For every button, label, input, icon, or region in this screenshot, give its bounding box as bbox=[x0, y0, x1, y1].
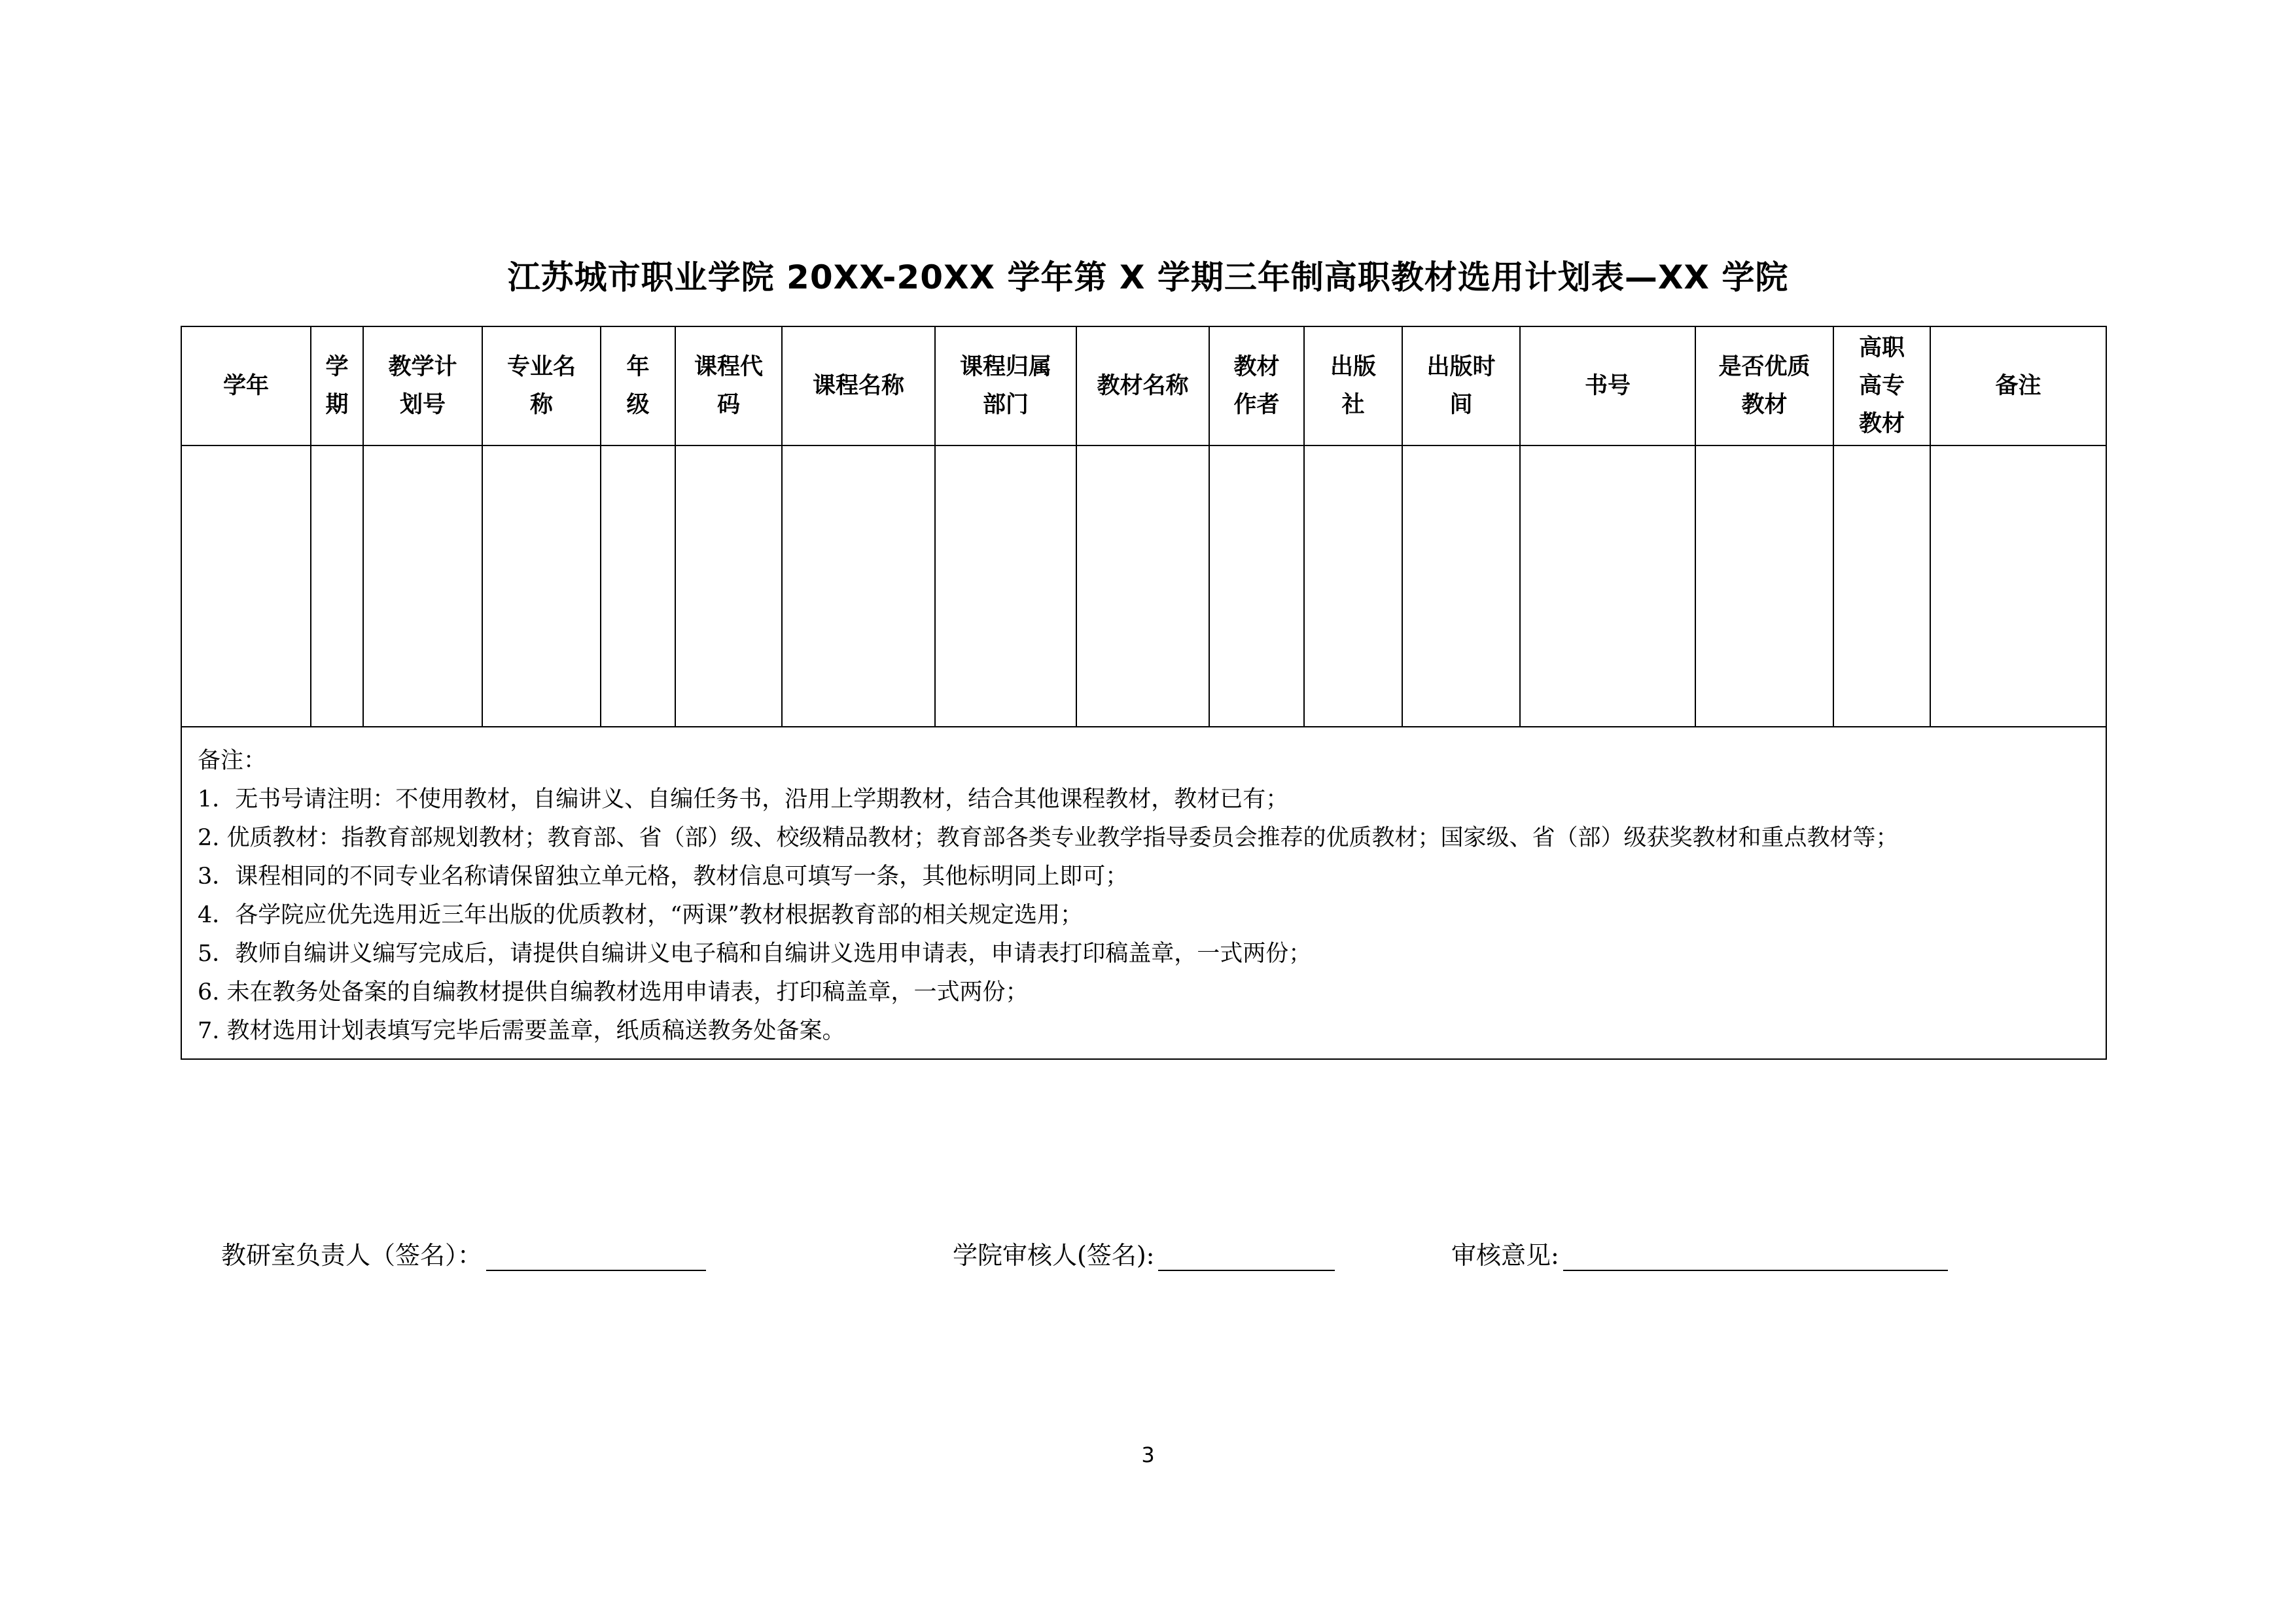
cell-textbook-name[interactable] bbox=[1076, 445, 1209, 727]
note-item: 7. 教材选用计划表填写完毕后需要盖章，纸质稿送教务处备案。 bbox=[198, 1018, 845, 1044]
cell-semester[interactable] bbox=[311, 445, 363, 727]
note-item: 3．课程相同的不同专业名称请保留独立单元格，教材信息可填写一条，其他标明同上即可； bbox=[198, 864, 1129, 890]
note-item: 1．无书号请注明：不使用教材，自编讲义、自编任务书，沿用上学期教材，结合其他课程教材，教材已有； bbox=[198, 786, 1289, 812]
review-opinion-line[interactable] bbox=[1563, 1241, 1948, 1271]
cell-publisher[interactable] bbox=[1304, 445, 1402, 727]
header-publication-date: 出版时 间 bbox=[1402, 326, 1520, 445]
research-office-signature bbox=[221, 1235, 706, 1271]
header-grade: 年 级 bbox=[601, 326, 675, 445]
header-teaching-plan-number: 教学计 划号 bbox=[363, 326, 482, 445]
textbook-plan-table bbox=[181, 326, 2107, 1060]
notes-cell bbox=[181, 727, 2106, 1059]
cell-academic-year[interactable] bbox=[181, 445, 311, 727]
review-opinion-field bbox=[1451, 1235, 1948, 1271]
header-publisher: 出版 社 bbox=[1304, 326, 1402, 445]
cell-major-name[interactable] bbox=[482, 445, 601, 727]
cell-course-name[interactable] bbox=[782, 445, 935, 727]
page-title: 江苏城市职业学院 20XX-20XX 学年第 X 学期三年制高职教材选用计划表—XX 学院 bbox=[507, 258, 1789, 296]
college-reviewer-signature bbox=[953, 1235, 1335, 1271]
research-office-signature-line[interactable] bbox=[486, 1241, 706, 1271]
college-reviewer-signature-line[interactable] bbox=[1158, 1241, 1335, 1271]
blank-entry-row bbox=[181, 445, 2106, 727]
cell-remarks[interactable] bbox=[1930, 445, 2106, 727]
review-opinion-label: 审核意见: bbox=[1451, 1241, 1559, 1270]
header-course-code: 课程代 码 bbox=[675, 326, 782, 445]
header-semester: 学 期 bbox=[311, 326, 363, 445]
header-vocational-textbook: 高职 高专 教材 bbox=[1833, 326, 1930, 445]
college-reviewer-label: 学院审核人(签名): bbox=[953, 1241, 1155, 1270]
notes-heading: 备注： bbox=[198, 748, 267, 774]
header-textbook-name: 教材名称 bbox=[1076, 326, 1209, 445]
notes-row bbox=[181, 727, 2106, 1059]
note-item: 5．教师自编讲义编写完成后，请提供自编讲义电子稿和自编讲义选用申请表，申请表打印稿盖章，一式两份； bbox=[198, 941, 1312, 967]
header-major-name: 专业名 称 bbox=[482, 326, 601, 445]
header-row bbox=[181, 326, 2106, 445]
header-textbook-author: 教材 作者 bbox=[1209, 326, 1304, 445]
cell-isbn[interactable] bbox=[1520, 445, 1695, 727]
header-course-department: 课程归属 部门 bbox=[935, 326, 1076, 445]
cell-teaching-plan-number[interactable] bbox=[363, 445, 482, 727]
header-quality-textbook: 是否优质 教材 bbox=[1695, 326, 1833, 445]
signature-section bbox=[0, 1235, 2296, 1274]
header-course-name: 课程名称 bbox=[782, 326, 935, 445]
header-remarks: 备注 bbox=[1930, 326, 2106, 445]
note-item: 4．各学院应优先选用近三年出版的优质教材，“两课”教材根据教育部的相关规定选用； bbox=[198, 902, 1084, 928]
cell-course-department[interactable] bbox=[935, 445, 1076, 727]
cell-course-code[interactable] bbox=[675, 445, 782, 727]
cell-quality-textbook[interactable] bbox=[1695, 445, 1833, 727]
cell-publication-date[interactable] bbox=[1402, 445, 1520, 727]
note-item: 2. 优质教材：指教育部规划教材；教育部、省（部）级、校级精品教材；教育部各类专业教学指导委员会推荐的优质教材；国家级、省（部）级获奖教材和重点教材等； bbox=[198, 825, 1899, 851]
header-isbn: 书号 bbox=[1520, 326, 1695, 445]
cell-textbook-author[interactable] bbox=[1209, 445, 1304, 727]
header-academic-year: 学年 bbox=[181, 326, 311, 445]
cell-vocational-textbook[interactable] bbox=[1833, 445, 1930, 727]
page-number: 3 bbox=[1141, 1442, 1155, 1467]
research-office-label: 教研室负责人（签名）： bbox=[221, 1241, 483, 1270]
note-item: 6. 未在教务处备案的自编教材提供自编教材选用申请表，打印稿盖章，一式两份； bbox=[198, 979, 1029, 1005]
cell-grade[interactable] bbox=[601, 445, 675, 727]
